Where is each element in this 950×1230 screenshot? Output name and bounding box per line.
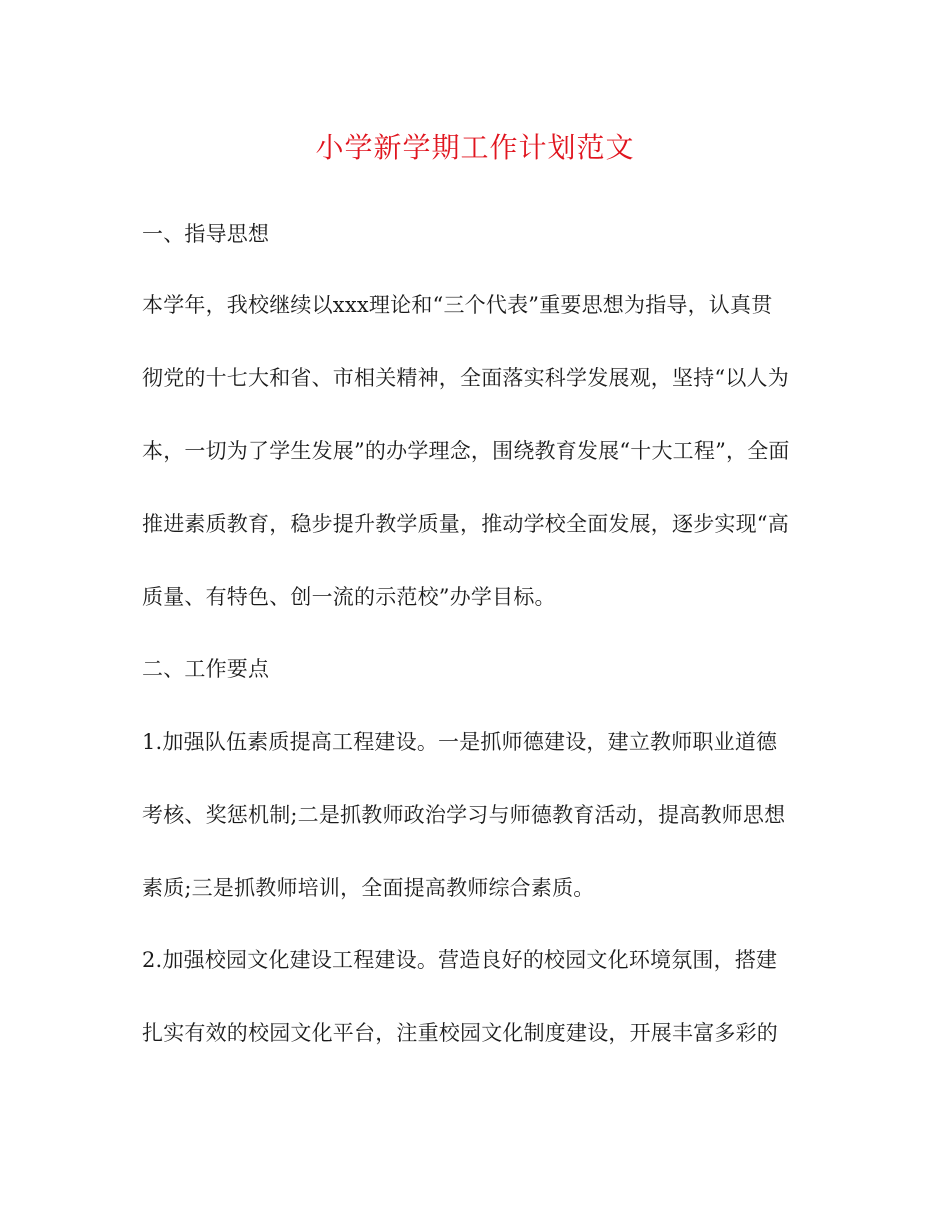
section-heading-work-points: 二、工作要点	[142, 657, 270, 681]
paragraph-line: 考核、奖惩机制;二是抓教师政治学习与师德教育活动，提高教师思想	[142, 803, 786, 827]
paragraph-line: 2.加强校园文化建设工程建设。营造良好的校园文化环境氛围，搭建	[142, 948, 778, 972]
paragraph-line: 质量、有特色、创一流的示范校”办学目标。	[142, 585, 556, 609]
paragraph-line: 本学年，我校继续以xxx理论和“三个代表”重要思想为指导，认真贯	[142, 293, 773, 317]
paragraph-line: 1.加强队伍素质提高工程建设。一是抓师德建设，建立教师职业道德	[142, 730, 778, 754]
section-heading-guiding-ideology: 一、指导思想	[142, 222, 270, 246]
document-title: 小学新学期工作计划范文	[315, 131, 635, 164]
paragraph-line: 彻党的十七大和省、市相关精神，全面落实科学发展观，坚持“以人为	[142, 366, 789, 390]
paragraph-line: 推进素质教育，稳步提升教学质量，推动学校全面发展，逐步实现“高	[142, 512, 789, 536]
paragraph-line: 扎实有效的校园文化平台，注重校园文化制度建设，开展丰富多彩的	[142, 1021, 778, 1045]
paragraph-line: 本，一切为了学生发展”的办学理念，围绕教育发展“十大工程”，全面	[142, 439, 790, 463]
paragraph-line: 素质;三是抓教师培训，全面提高教师综合素质。	[142, 876, 595, 900]
